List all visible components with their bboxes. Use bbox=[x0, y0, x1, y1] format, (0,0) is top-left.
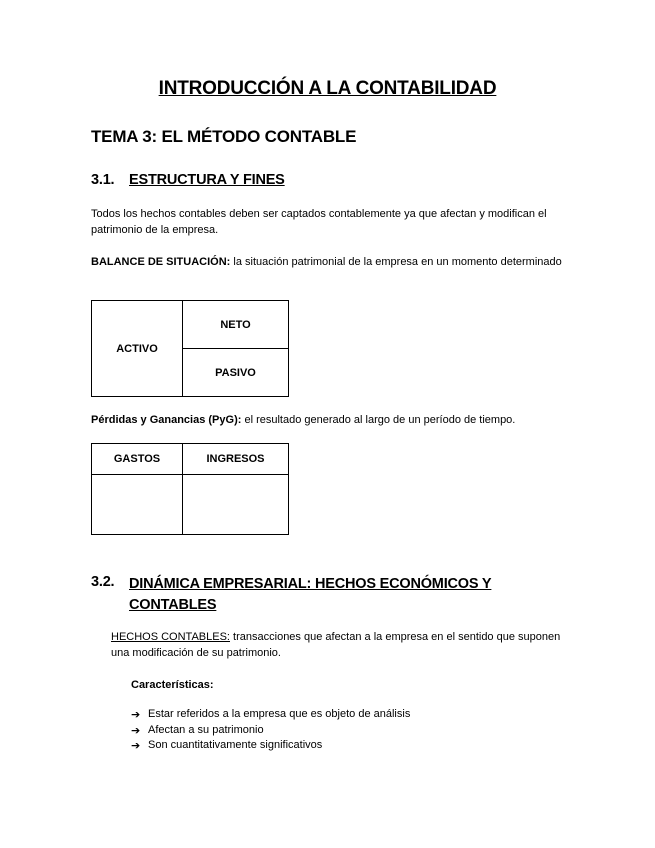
ingresos-header: INGRESOS bbox=[183, 444, 289, 475]
balance-text: la situación patrimonial de la empresa en un momento determinado bbox=[230, 256, 562, 268]
arrow-icon: ➔ bbox=[131, 739, 141, 752]
list-item bbox=[131, 738, 410, 754]
list-item bbox=[131, 723, 410, 739]
arrow-icon: ➔ bbox=[131, 723, 141, 737]
balance-table bbox=[91, 300, 289, 397]
list-item-text: Son cuantitativamente significativos bbox=[148, 739, 323, 751]
section-heading-3-1 bbox=[91, 172, 565, 192]
section-title bbox=[129, 574, 491, 616]
section-title-line1: DINÁMICA EMPRESARIAL: HECHOS ECONÓMICOS Y bbox=[129, 576, 492, 592]
pyg-label: Pérdidas y Ganancias (PyG): bbox=[91, 414, 242, 426]
section-title: ESTRUCTURA Y FINES bbox=[129, 172, 285, 188]
section-title-line2: CONTABLES bbox=[129, 597, 217, 613]
intro-paragraph: Todos los hechos contables deben ser captados contablemente ya que afectan y modifican el patrimonio de la empresa. bbox=[91, 208, 547, 236]
section-number: 3.2. bbox=[91, 574, 115, 590]
section-number: 3.1. bbox=[91, 172, 115, 188]
characteristics-list bbox=[131, 707, 410, 754]
hechos-definition bbox=[111, 629, 567, 661]
hechos-text: transacciones que afectan a la empresa en el sentido que suponen una modificación de su patrimonio. bbox=[111, 631, 561, 659]
neto-cell: NETO bbox=[183, 301, 289, 349]
list-item-text: Afectan a su patrimonio bbox=[148, 723, 264, 736]
hechos-label: HECHOS CONTABLES: bbox=[111, 631, 230, 643]
balance-definition bbox=[91, 254, 565, 270]
pasivo-cell: PASIVO bbox=[183, 349, 289, 397]
document-title: INTRODUCCIÓN A LA CONTABILIDAD bbox=[158, 78, 497, 99]
arrow-icon: ➔ bbox=[131, 708, 141, 721]
activo-cell: ACTIVO bbox=[92, 301, 183, 397]
caracteristicas-label: Características: bbox=[131, 679, 214, 691]
ingresos-cell bbox=[183, 475, 289, 535]
gastos-cell bbox=[92, 475, 183, 535]
pyg-table bbox=[91, 443, 289, 535]
list-item-text: Estar referidos a la empresa que es objeto de análisis bbox=[148, 708, 411, 720]
topic-heading: TEMA 3: EL MÉTODO CONTABLE bbox=[91, 127, 357, 146]
pyg-text: el resultado generado al largo de un período de tiempo. bbox=[241, 414, 516, 426]
gastos-header: GASTOS bbox=[92, 444, 183, 475]
balance-label: BALANCE DE SITUACIÓN: bbox=[91, 256, 231, 268]
list-item bbox=[131, 707, 410, 723]
pyg-definition bbox=[91, 412, 565, 428]
section-heading-3-2 bbox=[91, 574, 565, 616]
